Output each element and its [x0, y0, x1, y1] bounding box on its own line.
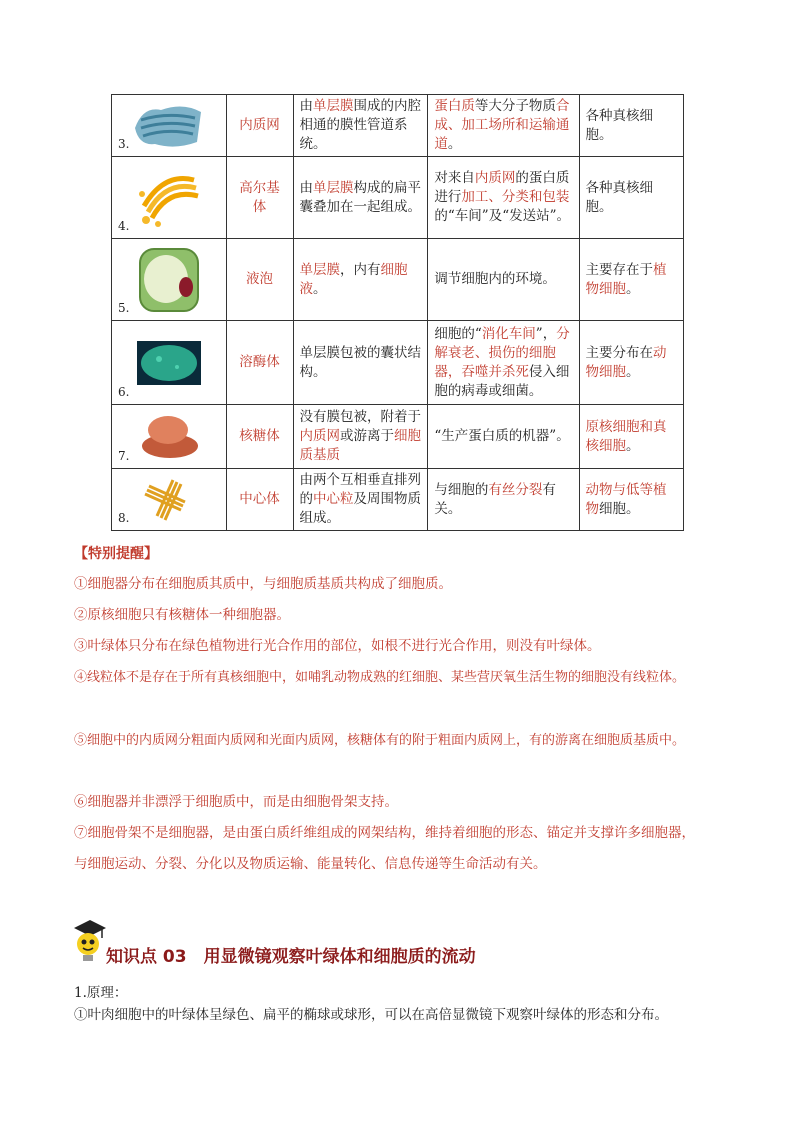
function-cell: 细胞的“消化车间”，分解衰老、损伤的细胞器，吞噬并杀死侵入细胞的病毒或细菌。 [428, 321, 579, 405]
tips-title: 【特别提醒】 [74, 546, 158, 562]
golgi-apparatus-image [134, 166, 204, 230]
organelle-name: 中心体 [226, 469, 293, 531]
tip-item: ⑥细胞器并非漂浮于细胞质中，而是由细胞骨架支持。 [74, 794, 398, 810]
lysosome-image [137, 341, 201, 385]
table-row [112, 321, 684, 405]
tip-item: 与细胞运动、分裂、分化以及物质运输、能量转化、信息传递等生命活动有关。 [74, 856, 547, 872]
knowledge-bulb-icon [72, 918, 106, 962]
golgi-image-cell [112, 157, 227, 239]
function-cell: “生产蛋白质的机器”。 [428, 405, 579, 469]
organelle-name: 核糖体 [226, 405, 293, 469]
organelle-name: 液泡 [226, 239, 293, 321]
knowledge-point-title: 知识点 03 用显微镜观察叶绿体和细胞质的流动 [106, 947, 476, 967]
tip-item: ⑦细胞骨架不是细胞器，是由蛋白质纤维组成的网架结构，维持着细胞的形态、锚定并支撑许多细胞器， [74, 825, 695, 841]
distribution-cell: 原核细胞和真核细胞。 [579, 405, 684, 469]
organelle-name: 高尔基体 [226, 157, 293, 239]
principle-heading: 1.原理： [74, 985, 128, 1001]
organelle-table [111, 94, 684, 531]
organelle-name: 内质网 [226, 95, 293, 157]
structure-cell: 由两个互相垂直排列的中心粒及周围物质组成。 [293, 469, 428, 531]
structure-cell: 单层膜，内有细胞液。 [293, 239, 428, 321]
tip-item: ③叶绿体只分布在绿色植物进行光合作用的部位，如根不进行光合作用，则没有叶绿体。 [74, 638, 601, 654]
function-cell: 调节细胞内的环境。 [428, 239, 579, 321]
structure-cell: 没有膜包被，附着于内质网或游离于细胞质基质 [293, 405, 428, 469]
row-number: 5. [118, 301, 130, 315]
tip-item: ⑤细胞中的内质网分粗面内质网和光面内质网，核糖体有的附于粗面内质网上，有的游离在细胞质基质中。 [74, 733, 686, 748]
table-row [112, 95, 684, 157]
row-number: 7. [118, 449, 130, 463]
row-number: 6. [118, 385, 130, 399]
organelle-name: 溶酶体 [226, 321, 293, 405]
structure-cell: 单层膜包被的囊状结构。 [293, 321, 428, 405]
er-image-cell [112, 95, 227, 157]
principle-line: ①叶肉细胞中的叶绿体呈绿色、扁平的椭球或球形，可以在高倍显微镜下观察叶绿体的形态和分布。 [74, 1007, 668, 1023]
distribution-cell: 主要存在于植物细胞。 [579, 239, 684, 321]
lysosome-image-cell [112, 321, 227, 405]
ribosome-image-cell [112, 405, 227, 469]
endoplasmic-reticulum-image [131, 98, 207, 154]
function-cell: 对来自内质网的蛋白质进行加工、分类和包装的“车间”及“发送站”。 [428, 157, 579, 239]
centrosome-image [139, 476, 199, 524]
structure-cell: 由单层膜围成的内腔相通的膜性管道系统。 [293, 95, 428, 157]
table-row [112, 469, 684, 531]
distribution-cell: 各种真核细胞。 [579, 95, 684, 157]
table-row [112, 239, 684, 321]
distribution-cell: 主要分布在动物细胞。 [579, 321, 684, 405]
vacuole-image [136, 245, 202, 315]
row-number: 8. [118, 511, 130, 525]
function-cell: 与细胞的有丝分裂有关。 [428, 469, 579, 531]
tip-item: ④线粒体不是存在于所有真核细胞中，如哺乳动物成熟的红细胞、某些营厌氧生活生物的细胞没有线粒体。 [74, 670, 686, 685]
distribution-cell: 动物与低等植物细胞。 [579, 469, 684, 531]
structure-cell: 由单层膜构成的扁平囊叠加在一起组成。 [293, 157, 428, 239]
centrosome-image-cell [112, 469, 227, 531]
table-row [112, 157, 684, 239]
vacuole-image-cell [112, 239, 227, 321]
tip-item: ②原核细胞只有核糖体一种细胞器。 [74, 607, 290, 623]
row-number: 4. [118, 219, 130, 233]
row-number: 3. [118, 137, 130, 151]
ribosome-image [138, 412, 200, 462]
function-cell: 蛋白质等大分子物质合成、加工场所和运输通道。 [428, 95, 579, 157]
distribution-cell: 各种真核细胞。 [579, 157, 684, 239]
table-row [112, 405, 684, 469]
tip-item: ①细胞器分布在细胞质其质中，与细胞质基质共构成了细胞质。 [74, 576, 452, 592]
